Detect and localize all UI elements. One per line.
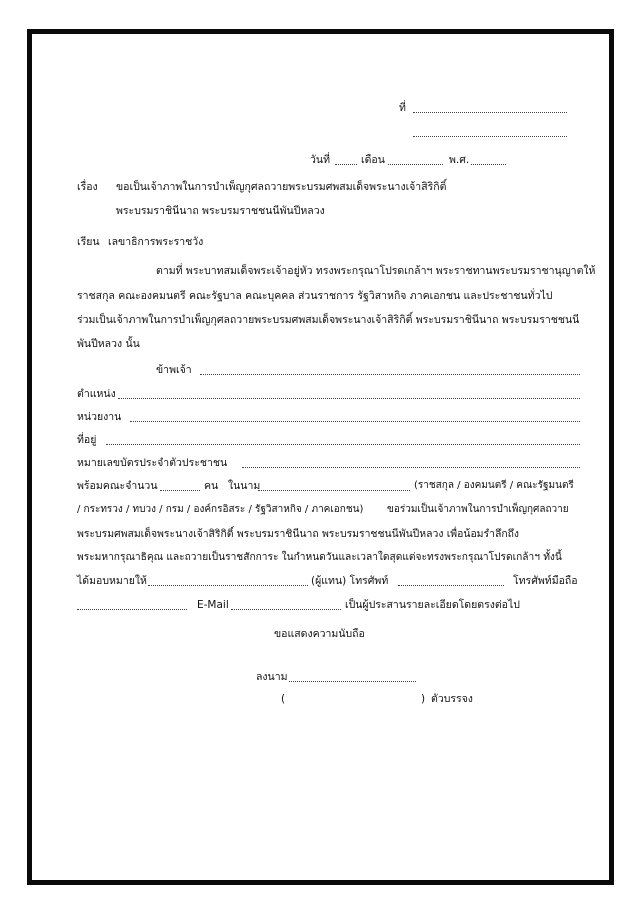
year-label: พ.ศ. xyxy=(449,154,470,166)
month-label: เดือน xyxy=(361,154,385,166)
agency-field[interactable] xyxy=(130,421,580,422)
paren-close: ) xyxy=(421,693,426,705)
text-line-3: พระบรมศพสมเด็จพระนางเจ้าสิริกิติ์ พระบรมราชินีนาถ พระบรมราชชนนีพันปีหลวง เพื่อน้อมรำลึกถึง xyxy=(77,528,519,540)
month-field[interactable] xyxy=(388,164,443,165)
no-label: ที่ xyxy=(399,102,406,114)
agency-label: หน่วยงาน xyxy=(77,411,122,423)
assign-label: ได้มอบหมายให้ xyxy=(77,575,147,587)
email-label: E-Mail xyxy=(197,599,229,611)
subject-label: เรื่อง xyxy=(77,181,98,193)
subject-line-2: พระบรมราชินีนาถ พระบรมราชชนนีพันปีหลวง xyxy=(116,205,325,217)
address-field[interactable] xyxy=(106,444,580,445)
paren-open: ( xyxy=(281,693,286,705)
group-count-field[interactable] xyxy=(160,490,200,491)
salutation-to: เลขาธิการพระราชวัง xyxy=(108,236,204,248)
subject-line-1: ขอเป็นเจ้าภาพในการบำเพ็ญกุศลถวายพระบรมศพสมเด็จพระนางเจ้าสิริกิติ์ xyxy=(116,181,447,193)
mobile-label: โทรศัพท์มือถือ xyxy=(513,575,578,587)
representative-field[interactable] xyxy=(148,585,308,586)
join-text: ขอร่วมเป็นเจ้าภาพในการบำเพ็ญกุศลถวาย xyxy=(387,504,569,515)
regards: ขอแสดงความนับถือ xyxy=(274,628,365,640)
coordinator-text: เป็นผู้ประสานรายละเอียดโดยตรงต่อไป xyxy=(345,599,520,611)
date-field[interactable] xyxy=(335,164,357,165)
body-line-1: ตามที่ พระบาทสมเด็จพระเจ้าอยู่หัว ทรงพระกรุณาโปรดเกล้าฯ พระราชทานพระบรมราชานุญาตให้ xyxy=(156,265,596,277)
salutation-label: เรียน xyxy=(77,236,100,248)
group-types-2: / กระทรวง / ทบวง / กรม / องค์กรอิสระ / รัฐวิสาหกิจ / ภาคเอกชน) xyxy=(77,504,364,515)
email-field[interactable] xyxy=(231,609,341,610)
position-field[interactable] xyxy=(118,398,580,399)
group-types: (ราชสกุล / องคมนตรี / คณะรัฐมนตรี xyxy=(414,480,574,491)
date-label: วันที่ xyxy=(310,154,330,166)
body-line-2: ราชสกุล คณะองคมนตรี คณะรัฐบาล คณะบุคคล ส่วนราชการ รัฐวิสาหกิจ ภาคเอกชน และประชาชนทั่วไป xyxy=(77,290,553,302)
position-label: ตำแหน่ง xyxy=(77,388,116,400)
signature-field[interactable] xyxy=(289,681,416,682)
sign-label: ลงนาม xyxy=(256,671,288,683)
name-label: ข้าพเจ้า xyxy=(156,364,192,376)
group-count-label: พร้อมคณะจำนวน xyxy=(77,480,158,492)
signer-label: ตัวบรรจง xyxy=(431,693,473,705)
body-line-3: ร่วมเป็นเจ้าภาพในการบำเพ็ญกุศลถวายพระบรมศพสมเด็จพระนางเจ้าสิริกิติ์ พระบรมราชินีนาถ พระบรมราชชนนี xyxy=(77,314,580,326)
phone-field[interactable] xyxy=(398,585,504,586)
printed-name-field[interactable] xyxy=(292,703,418,704)
text-line-4: พระมหากรุณาธิคุณ และถวายเป็นราชสักการะ ในกำหนดวันและเวลาใดสุดแต่จะทรงพระกรุณาโปรดเกล้าฯ ทั้งนี้ xyxy=(77,552,562,563)
name-field[interactable] xyxy=(200,374,580,375)
persons-label: คน xyxy=(204,480,219,492)
no-field[interactable] xyxy=(413,112,567,113)
in-name-label: ในนาม xyxy=(228,480,261,492)
address-label: ที่อยู่ xyxy=(77,434,97,446)
mobile-field[interactable] xyxy=(77,609,187,610)
year-field[interactable] xyxy=(471,164,506,165)
id-card-field[interactable] xyxy=(242,467,580,468)
no-field-2[interactable] xyxy=(413,136,567,137)
rep-phone-label: (ผู้แทน) โทรศัพท์ xyxy=(311,575,389,587)
body-line-4: พันปีหลวง นั้น xyxy=(77,338,140,350)
id-card-label: หมายเลขบัตรประจำตัวประชาชน xyxy=(77,457,228,469)
in-name-field[interactable] xyxy=(258,490,410,491)
